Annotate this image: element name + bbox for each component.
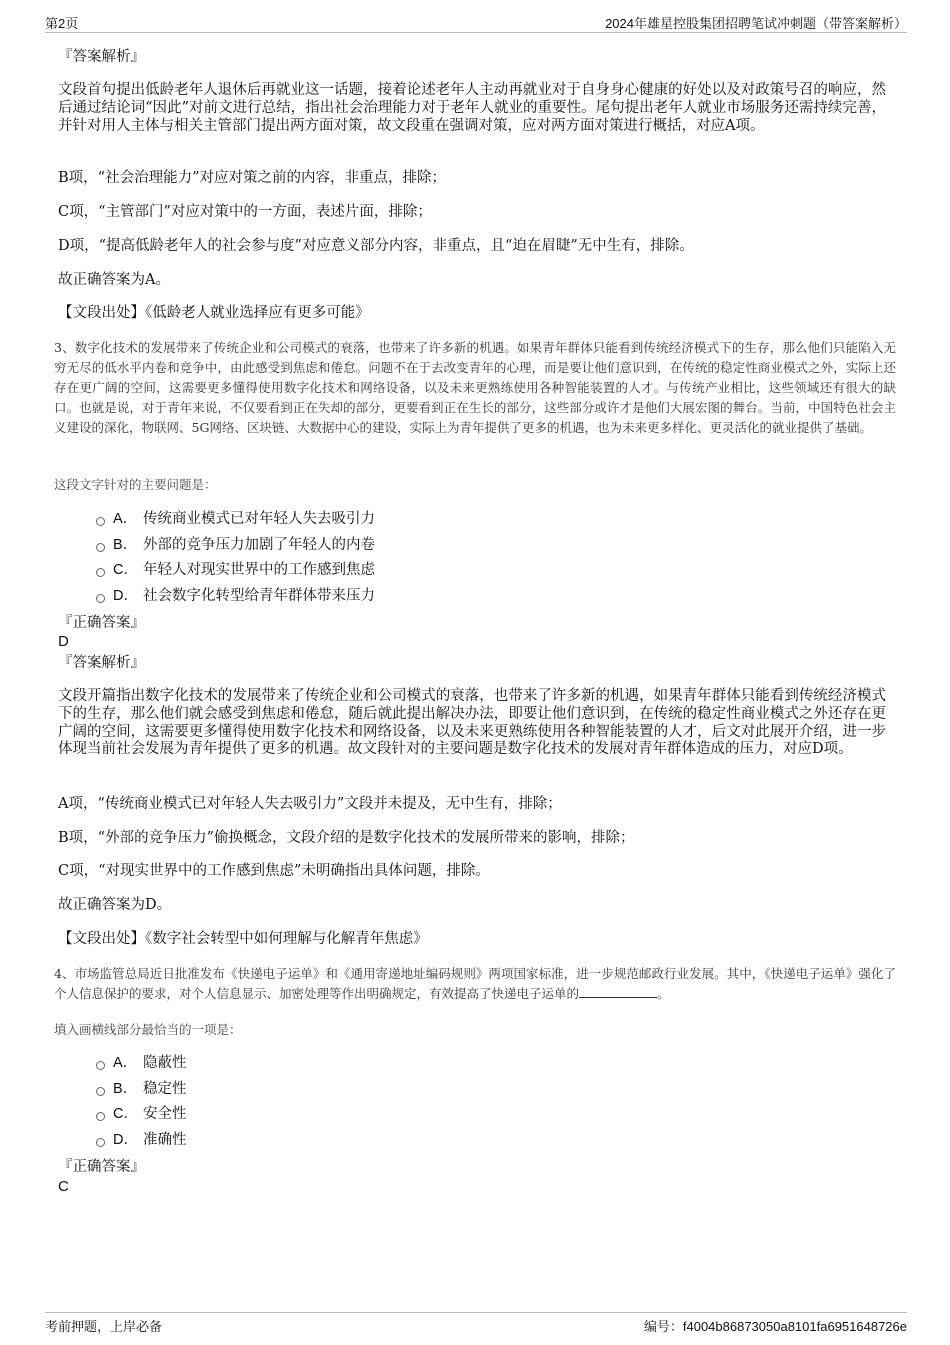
radio-icon[interactable] bbox=[96, 1112, 105, 1121]
q4-option-d[interactable] bbox=[96, 1130, 187, 1150]
option-letter: A． bbox=[113, 511, 138, 527]
footer-slogan: 考前押题，上岸必备 bbox=[45, 1319, 163, 1334]
q2-option-d-note: D项，“提高低龄老年人的社会参与度”对应意义部分内容，非重点，且“迫在眉睫”无中生有，排除。 bbox=[58, 238, 694, 254]
q4-correct-answer: C bbox=[58, 1178, 69, 1195]
option-text: 准确性 bbox=[143, 1132, 187, 1148]
q2-conclusion: 故正确答案为A。 bbox=[58, 272, 170, 288]
page-number: 第2页 bbox=[45, 16, 79, 31]
q3-option-c-note: C项，“对现实世界中的工作感到焦虑”未明确指出具体问题，排除。 bbox=[58, 863, 490, 879]
q4-correct-label: 『正确答案』 bbox=[58, 1159, 145, 1175]
q3-option-a[interactable] bbox=[96, 509, 375, 529]
option-letter: C． bbox=[113, 1106, 138, 1122]
q4-question-text bbox=[54, 964, 896, 1004]
option-letter: C． bbox=[113, 562, 138, 578]
q4-option-a[interactable] bbox=[96, 1053, 187, 1073]
q3-conclusion: 故正确答案为D。 bbox=[58, 897, 172, 913]
option-letter: B． bbox=[113, 537, 138, 553]
q3-correct-answer: D bbox=[58, 633, 69, 650]
q2-analysis-text: 文段首句提出低龄老年人退休后再就业这一话题，接着论述老年人主动再就业对于自身身心健康的好处以及对政策号召的响应，然后通过结论词“因此”对前文进行总结，指出社会治理能力对于老年人就业的重要性。尾句提出老年人就业市场服务还需持续完善，并针对用人主体与相关主管部门提出两方面对策，故文段重在强调对策，应对两方面对策进行概括，对应A项。 bbox=[58, 82, 886, 134]
page-footer bbox=[45, 1312, 907, 1339]
q2-analysis-label: 『答案解析』 bbox=[58, 49, 145, 65]
q2-option-c-note: C项，“主管部门”对应对策中的一方面，表述片面，排除； bbox=[58, 204, 432, 220]
q3-option-a-note: A项，“传统商业模式已对年轻人失去吸引力”文段并未提及，无中生有，排除； bbox=[58, 796, 562, 812]
page-header bbox=[45, 10, 907, 33]
q3-correct-label: 『正确答案』 bbox=[58, 615, 145, 631]
q3-prompt: 这段文字针对的主要问题是： bbox=[54, 477, 217, 492]
q3-source: 【文段出处】《数字社会转型中如何理解与化解青年焦虑》 bbox=[58, 931, 428, 947]
option-text: 安全性 bbox=[143, 1106, 187, 1122]
option-text: 年轻人对现实世界中的工作感到焦虑 bbox=[143, 562, 375, 578]
q3-analysis-label: 『答案解析』 bbox=[58, 655, 145, 671]
radio-icon[interactable] bbox=[96, 568, 105, 577]
option-text: 社会数字化转型给青年群体带来压力 bbox=[143, 588, 375, 604]
q4-prompt: 填入画横线部分最恰当的一项是： bbox=[54, 1022, 242, 1037]
option-letter: B． bbox=[113, 1081, 138, 1097]
option-text: 外部的竞争压力加剧了年轻人的内卷 bbox=[143, 537, 375, 553]
option-text: 稳定性 bbox=[143, 1081, 187, 1097]
option-text: 传统商业模式已对年轻人失去吸引力 bbox=[143, 511, 375, 527]
q3-option-c[interactable] bbox=[96, 560, 375, 580]
q2-option-b-note: B项，“社会治理能力”对应对策之前的内容，非重点，排除； bbox=[58, 170, 446, 186]
q4-option-b[interactable] bbox=[96, 1079, 187, 1099]
q3-option-b[interactable] bbox=[96, 535, 375, 555]
q2-source: 【文段出处】《低龄老人就业选择应有更多可能》 bbox=[58, 305, 370, 321]
radio-icon[interactable] bbox=[96, 1061, 105, 1070]
radio-icon[interactable] bbox=[96, 543, 105, 552]
document-code: 编号：f4004b86873050a8101fa6951648726e bbox=[643, 1319, 907, 1334]
option-letter: D． bbox=[113, 588, 138, 604]
q3-option-b-note: B项，“外部的竞争压力”偷换概念，文段介绍的是数字化技术的发展所带来的影响，排除； bbox=[58, 830, 635, 846]
document-title: 2024年雄星控股集团招聘笔试冲刺题（带答案解析） bbox=[605, 16, 907, 31]
option-letter: D． bbox=[113, 1132, 138, 1148]
radio-icon[interactable] bbox=[96, 1087, 105, 1096]
radio-icon[interactable] bbox=[96, 594, 105, 603]
q4-text-before: 4、市场监管总局近日批准发布《快递电子运单》和《通用寄递地址编码规则》两项国家标准，进一步规范邮政行业发展。其中，《快递电子运单》强化了个人信息保护的要求，对个人信息显示、加密处理等作出明确规定，有效提高了快递电子运单的 bbox=[54, 966, 896, 1001]
radio-icon[interactable] bbox=[96, 517, 105, 526]
fill-blank bbox=[579, 985, 657, 998]
q3-option-d[interactable] bbox=[96, 586, 375, 606]
option-text: 隐蔽性 bbox=[143, 1055, 187, 1071]
q3-analysis-text: 文段开篇指出数字化技术的发展带来了传统企业和公司模式的衰落，也带来了许多新的机遇，如果青年群体只能看到传统经济模式下的生存，那么他们就会感受到焦虑和倦怠，随后就此提出解决办法，即要让他们意识到，在传统的稳定性商业模式之外还存在更广阔的空间，这需要更多懂得使用数字化技术和网络设备，以及未来更熟练使用各种智能装置的人才，后文对此展开介绍，进一步体现当前社会发展为青年提供了更多的机遇。故文段针对的主要问题是数字化技术的发展对青年群体造成的压力，对应D项。 bbox=[58, 688, 886, 758]
q4-option-c[interactable] bbox=[96, 1104, 187, 1124]
q4-text-after: 。 bbox=[657, 986, 670, 1001]
radio-icon[interactable] bbox=[96, 1138, 105, 1147]
option-letter: A． bbox=[113, 1055, 138, 1071]
q3-question-text: 3、数字化技术的发展带来了传统企业和公司模式的衰落，也带来了许多新的机遇。如果青年群体只能看到传统经济模式下的生存，那么他们只能陷入无穷无尽的低水平内卷和竞争中，由此感受到焦虑和倦怠。问题不在于去改变青年的心理，而是要让他们意识到，在传统的稳定性商业模式之外，实际上还存在更广阔的空间，这需要更多懂得使用数字化技术和网络设备，以及未来更熟练使用各种智能装置的人才。与传统产业相比，这些领域还有很大的缺口。也就是说，对于青年来说，不仅要看到正在失却的部分，更要看到正在生长的部分，这些部分或许才是他们大展宏图的舞台。当前，中国特色社会主义建设的深化，物联网、5G网络、区块链、大数据中心的建设，实际上为青年提供了更多的机遇，也为未来更多样化、更灵活化的就业提供了基础。 bbox=[54, 340, 896, 435]
